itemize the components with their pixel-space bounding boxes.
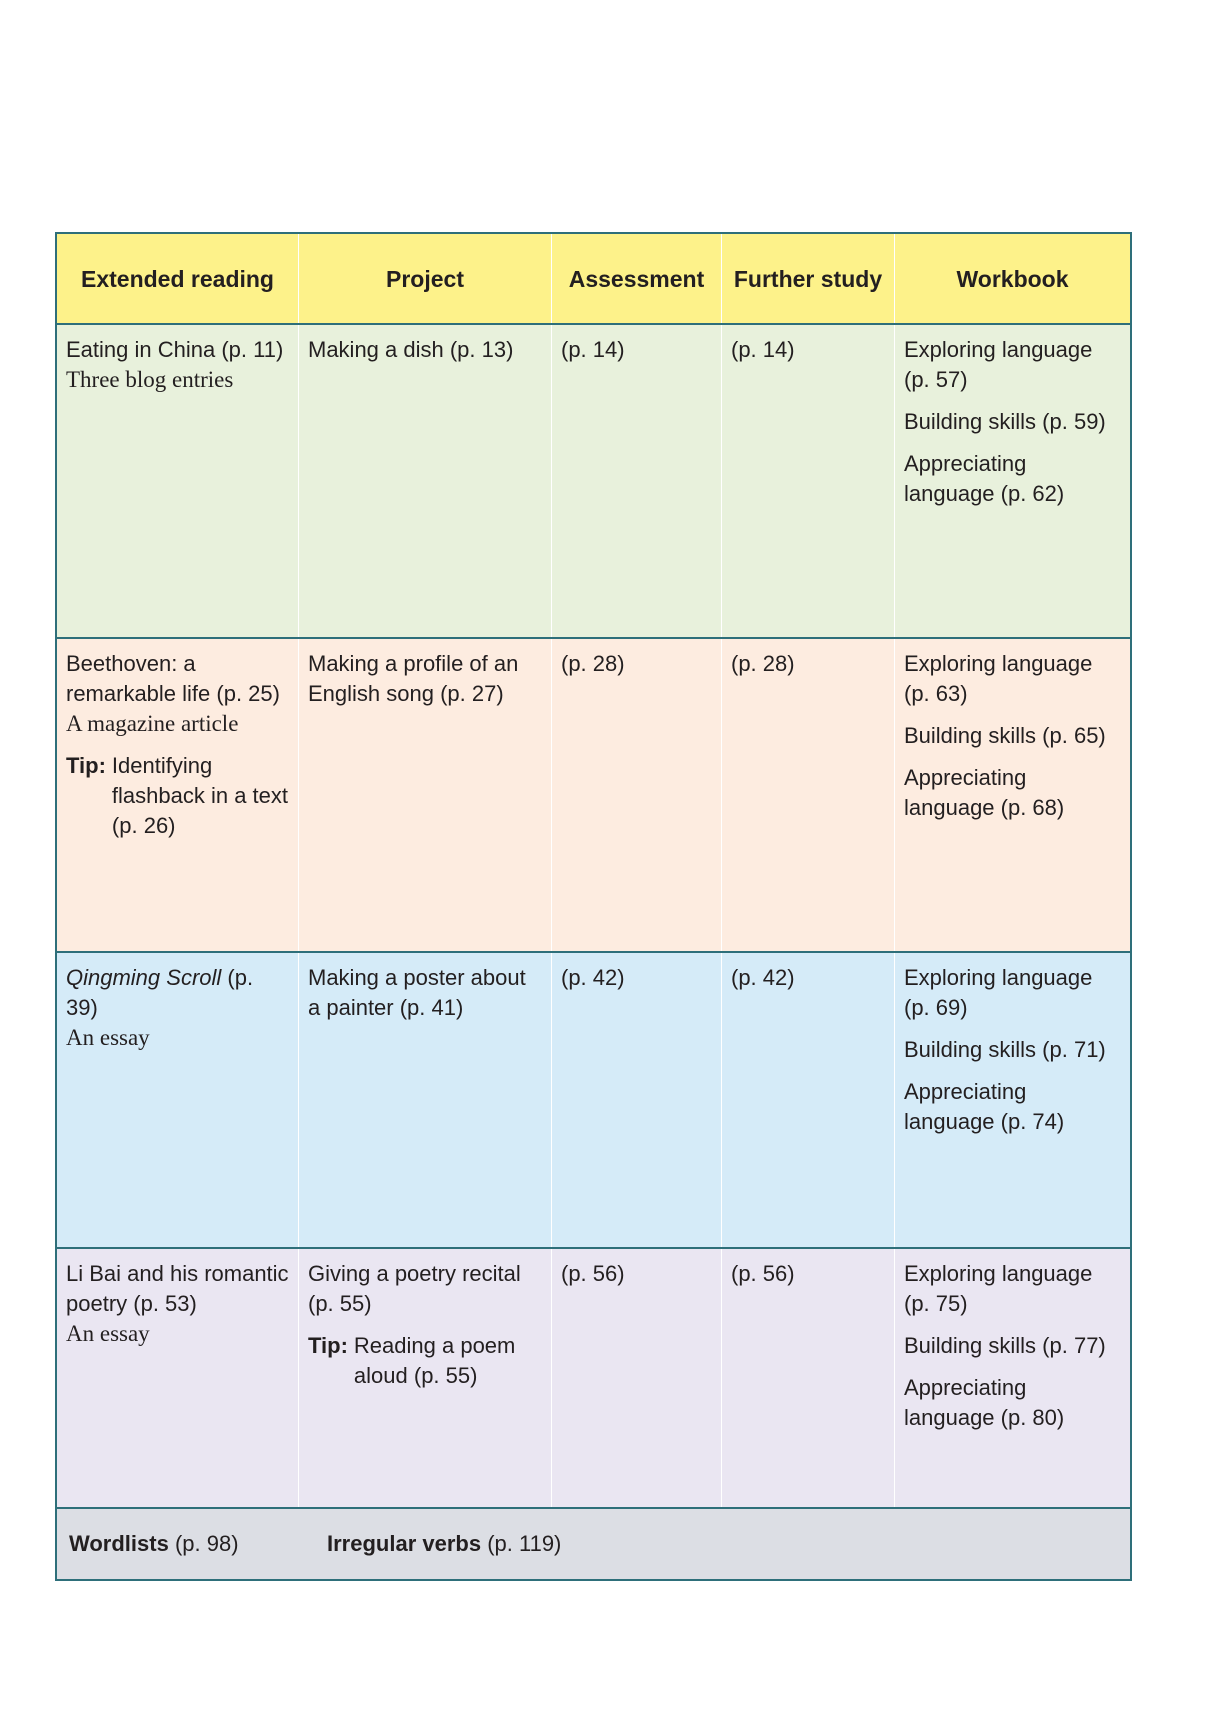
further-study-cell (722, 1249, 895, 1507)
reading-title: Li Bai and his romantic poetry (p. 53) (66, 1261, 289, 1316)
workbook-cell (895, 1249, 1130, 1507)
table-row (57, 953, 1130, 1249)
further-study-cell (722, 953, 895, 1247)
reading-title: Eating in China (p. 11) (66, 337, 284, 362)
extended-reading-cell (57, 639, 299, 951)
assessment-cell (552, 953, 722, 1247)
workbook-building: Building skills (p. 71) (904, 1037, 1106, 1062)
further-study-page: (p. 42) (731, 965, 795, 990)
project-text: Making a dish (p. 13) (308, 337, 514, 362)
further-study-page: (p. 56) (731, 1261, 795, 1286)
header-further-study: Further study (722, 234, 895, 323)
header-extended-reading: Extended reading (57, 234, 299, 323)
further-study-page: (p. 14) (731, 337, 795, 362)
assessment-cell (552, 1249, 722, 1507)
tip-note (66, 751, 289, 841)
project-text: Giving a poetry recital (p. 55) (308, 1261, 521, 1316)
workbook-exploring: Exploring language (p. 69) (904, 965, 1093, 1020)
reading-genre: A magazine article (66, 711, 239, 736)
table-row (57, 639, 1130, 953)
reading-title: Beethoven: a remarkable life (p. 25) (66, 651, 280, 706)
table-row (57, 325, 1130, 639)
workbook-appreciating: Appreciating language (p. 68) (904, 765, 1065, 820)
further-study-cell (722, 325, 895, 637)
workbook-exploring: Exploring language (p. 57) (904, 337, 1093, 392)
table-row (57, 1249, 1130, 1509)
project-text: Making a profile of an English song (p. 27) (308, 651, 519, 706)
tip-text: Reading a poem aloud (p. 55) (353, 1333, 516, 1388)
assessment-cell (552, 639, 722, 951)
project-cell (299, 1249, 552, 1507)
further-study-page: (p. 28) (731, 651, 795, 676)
workbook-cell (895, 325, 1130, 637)
contents-table (55, 232, 1132, 1581)
irregular-verbs-label: Irregular verbs (327, 1531, 482, 1556)
table-header-row (57, 234, 1130, 325)
workbook-cell (895, 639, 1130, 951)
workbook-exploring: Exploring language (p. 63) (904, 651, 1093, 706)
tip-label: Tip: (66, 753, 106, 778)
reading-title-italic: Qingming Scroll (66, 965, 222, 990)
extended-reading-cell (57, 1249, 299, 1507)
reading-genre: An essay (66, 1025, 150, 1050)
project-cell (299, 325, 552, 637)
header-project: Project (299, 234, 552, 323)
workbook-appreciating: Appreciating language (p. 80) (904, 1375, 1065, 1430)
tip-label: Tip: (308, 1333, 348, 1358)
reading-title-page: (p. 39) (66, 965, 254, 1020)
tip-text: Identifying flashback in a text (p. 26) (111, 753, 289, 838)
assessment-page: (p. 42) (561, 965, 625, 990)
irregular-verbs-page: (p. 119) (481, 1531, 562, 1556)
header-assessment: Assessment (552, 234, 722, 323)
extended-reading-cell (57, 953, 299, 1247)
workbook-appreciating: Appreciating language (p. 74) (904, 1079, 1065, 1134)
workbook-cell (895, 953, 1130, 1247)
assessment-page: (p. 28) (561, 651, 625, 676)
project-text: Making a poster about a painter (p. 41) (308, 965, 526, 1020)
assessment-cell (552, 325, 722, 637)
project-cell (299, 953, 552, 1247)
reading-genre: An essay (66, 1321, 150, 1346)
workbook-exploring: Exploring language (p. 75) (904, 1261, 1093, 1316)
workbook-appreciating: Appreciating language (p. 62) (904, 451, 1065, 506)
irregular-verbs-entry (327, 1531, 561, 1557)
wordlists-label: Wordlists (69, 1531, 169, 1556)
reading-genre: Three blog entries (66, 367, 234, 392)
assessment-page: (p. 14) (561, 337, 625, 362)
header-workbook: Workbook (956, 265, 1069, 292)
further-study-cell (722, 639, 895, 951)
wordlists-entry (69, 1531, 327, 1557)
workbook-building: Building skills (p. 59) (904, 409, 1106, 434)
assessment-page: (p. 56) (561, 1261, 625, 1286)
tip-note (308, 1331, 542, 1391)
workbook-building: Building skills (p. 77) (904, 1333, 1106, 1358)
table-footer-row (57, 1509, 1130, 1579)
workbook-building: Building skills (p. 65) (904, 723, 1106, 748)
wordlists-page: (p. 98) (168, 1531, 239, 1556)
project-cell (299, 639, 552, 951)
extended-reading-cell (57, 325, 299, 637)
reading-title (66, 963, 289, 1023)
